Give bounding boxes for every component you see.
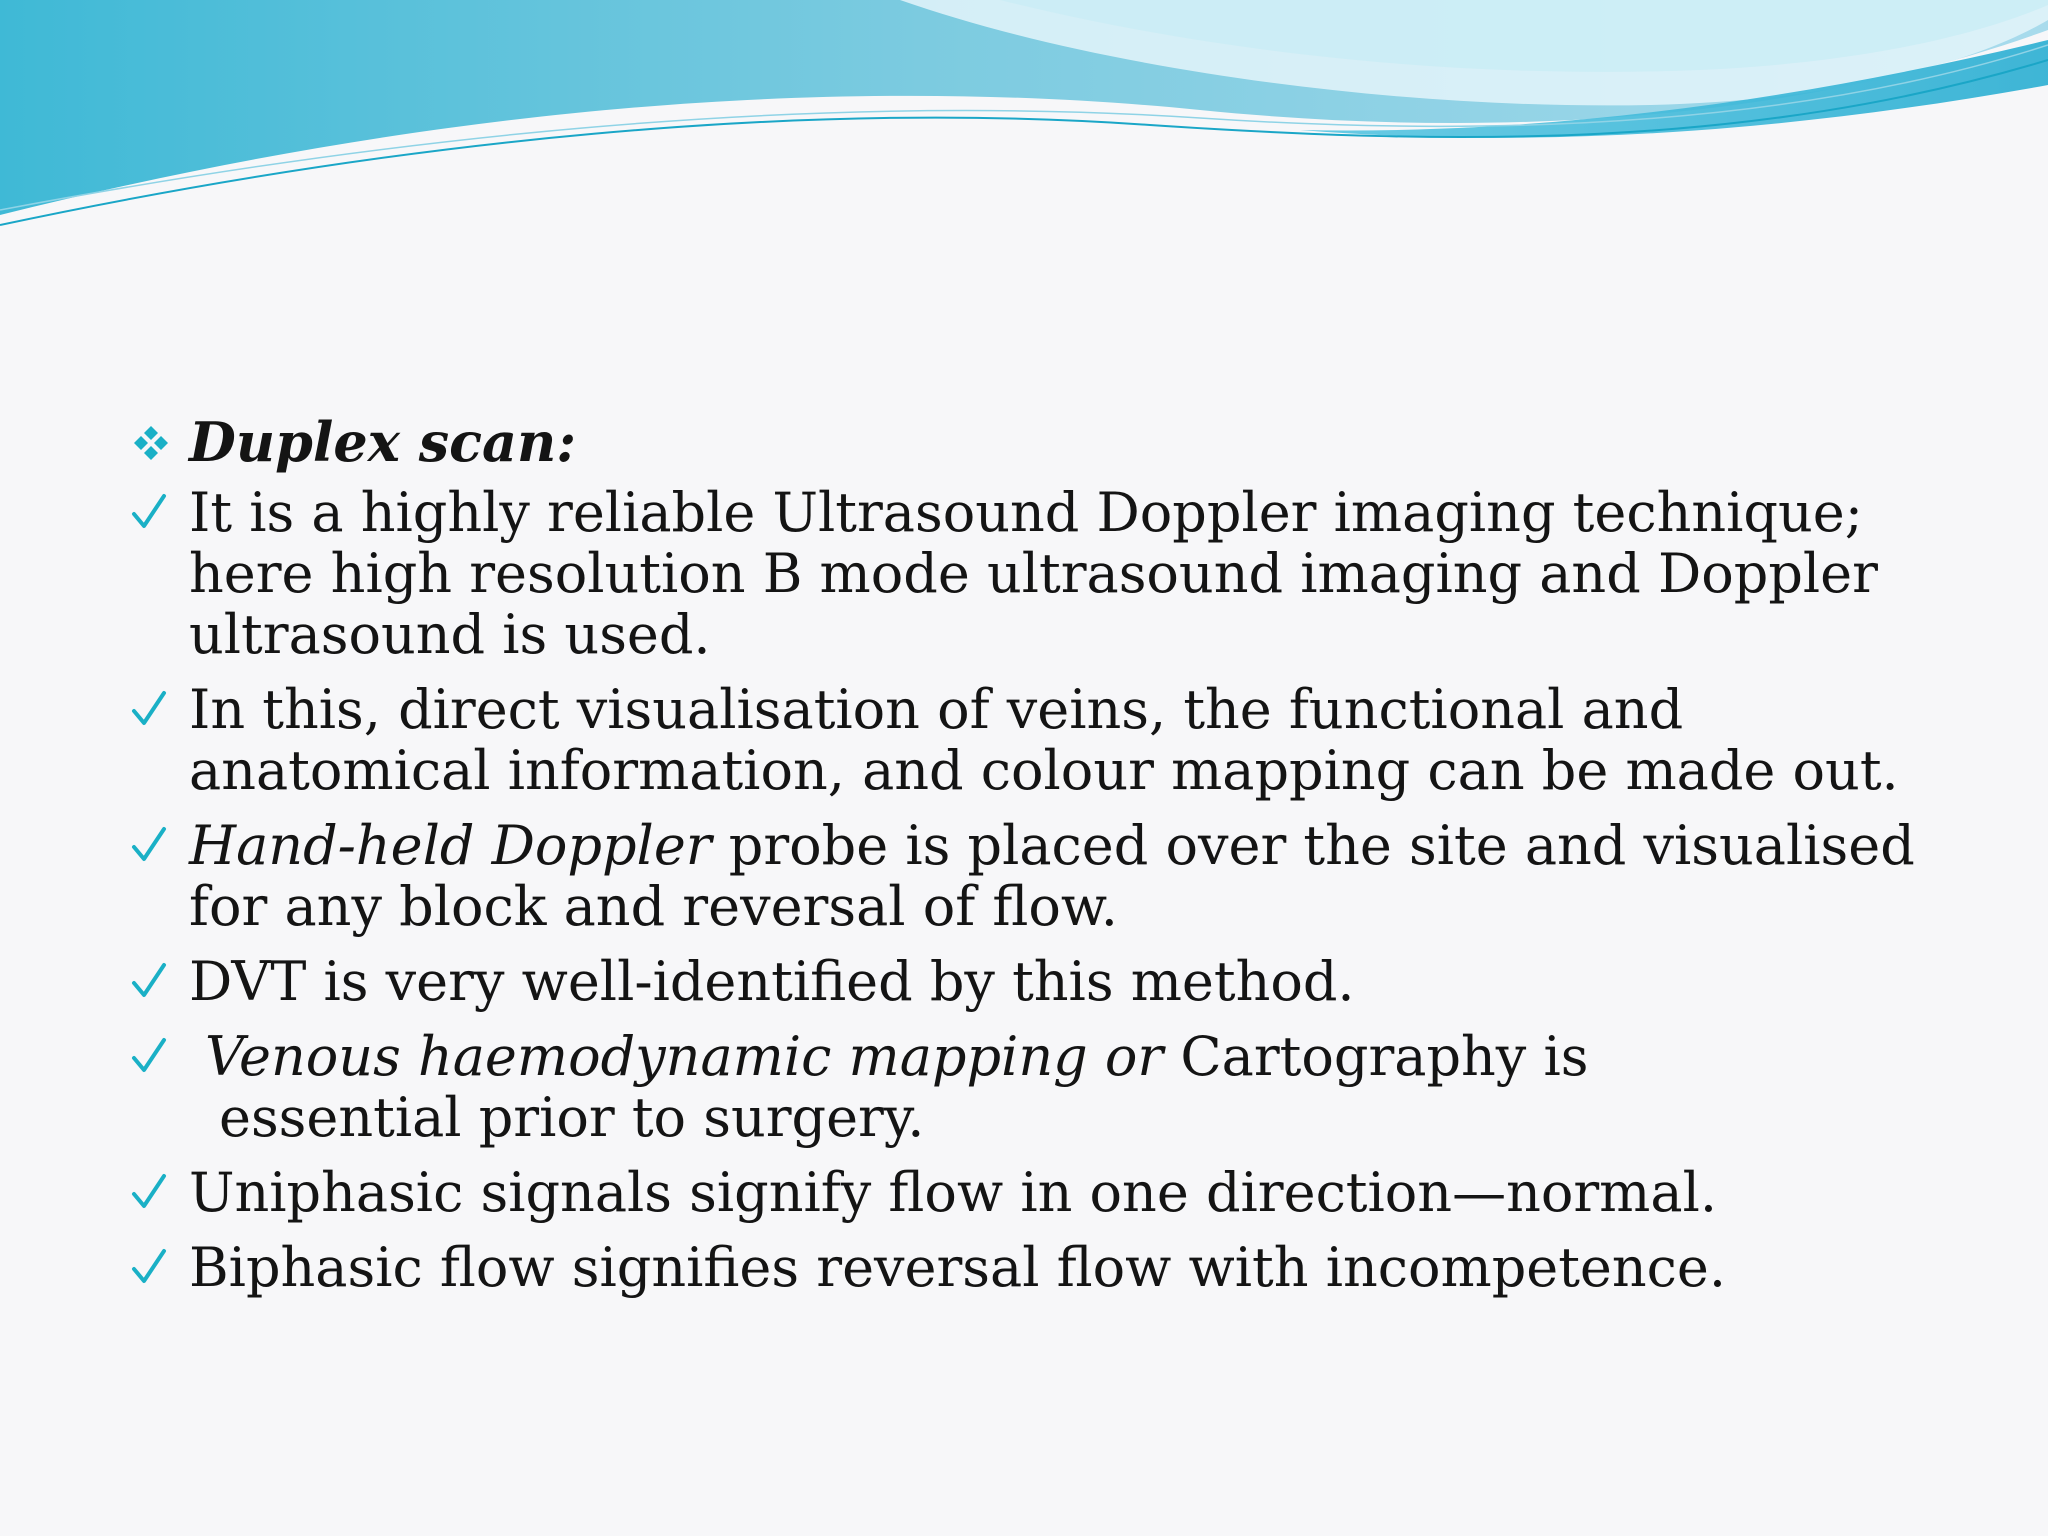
list-item-line: for any block and reversal of flow. bbox=[189, 875, 1118, 938]
list-item-line: DVT is very well-identified by this method. bbox=[189, 950, 1355, 1013]
heading-text: Duplex scan: bbox=[189, 410, 577, 474]
list-item-line: essential prior to surgery. bbox=[219, 1086, 925, 1149]
checkmark-icon bbox=[128, 815, 178, 876]
list-item bbox=[125, 482, 1985, 665]
list-item-line: ultrasound is used. bbox=[189, 603, 711, 666]
italic-term: Venous haemodynamic mapping or bbox=[205, 1025, 1164, 1088]
list-item-text: Cartography is bbox=[1163, 1025, 1589, 1088]
list-item-line bbox=[189, 815, 1985, 876]
slide-content bbox=[125, 412, 1985, 1312]
checkmark-icon bbox=[128, 1237, 178, 1298]
list-item-text: probe is placed over the site and visualised bbox=[711, 814, 1915, 877]
list-item bbox=[125, 1237, 1985, 1298]
list-item-line: Biphasic flow signifies reversal flow with incompetence. bbox=[189, 1236, 1727, 1299]
list-item-line: In this, direct visualisation of veins, the functional and bbox=[189, 678, 1684, 741]
list-item bbox=[125, 1162, 1985, 1223]
list-item-line: anatomical information, and colour mapping can be made out. bbox=[189, 739, 1899, 802]
header-wave-decoration bbox=[0, 0, 2048, 250]
checkmark-icon bbox=[128, 1162, 178, 1223]
list-item-line: Uniphasic signals signify flow in one direction—normal. bbox=[189, 1161, 1718, 1224]
list-item-line bbox=[189, 1026, 1985, 1087]
checkmark-icon bbox=[128, 482, 178, 543]
list-item bbox=[125, 679, 1985, 801]
section-heading bbox=[125, 412, 1985, 473]
italic-term: Hand-held Doppler bbox=[189, 814, 712, 877]
list-item bbox=[125, 951, 1985, 1012]
checkmark-icon bbox=[128, 1026, 178, 1087]
list-item-line: here high resolution B mode ultrasound imaging and Doppler bbox=[189, 542, 1878, 605]
checkmark-icon bbox=[128, 679, 178, 740]
list-item bbox=[125, 815, 1985, 937]
checkmark-icon bbox=[128, 951, 178, 1012]
diamond-bullet-icon bbox=[128, 412, 178, 473]
list-item-line: It is a highly reliable Ultrasound Doppler imaging technique; bbox=[189, 481, 1863, 544]
list-item bbox=[125, 1026, 1985, 1148]
